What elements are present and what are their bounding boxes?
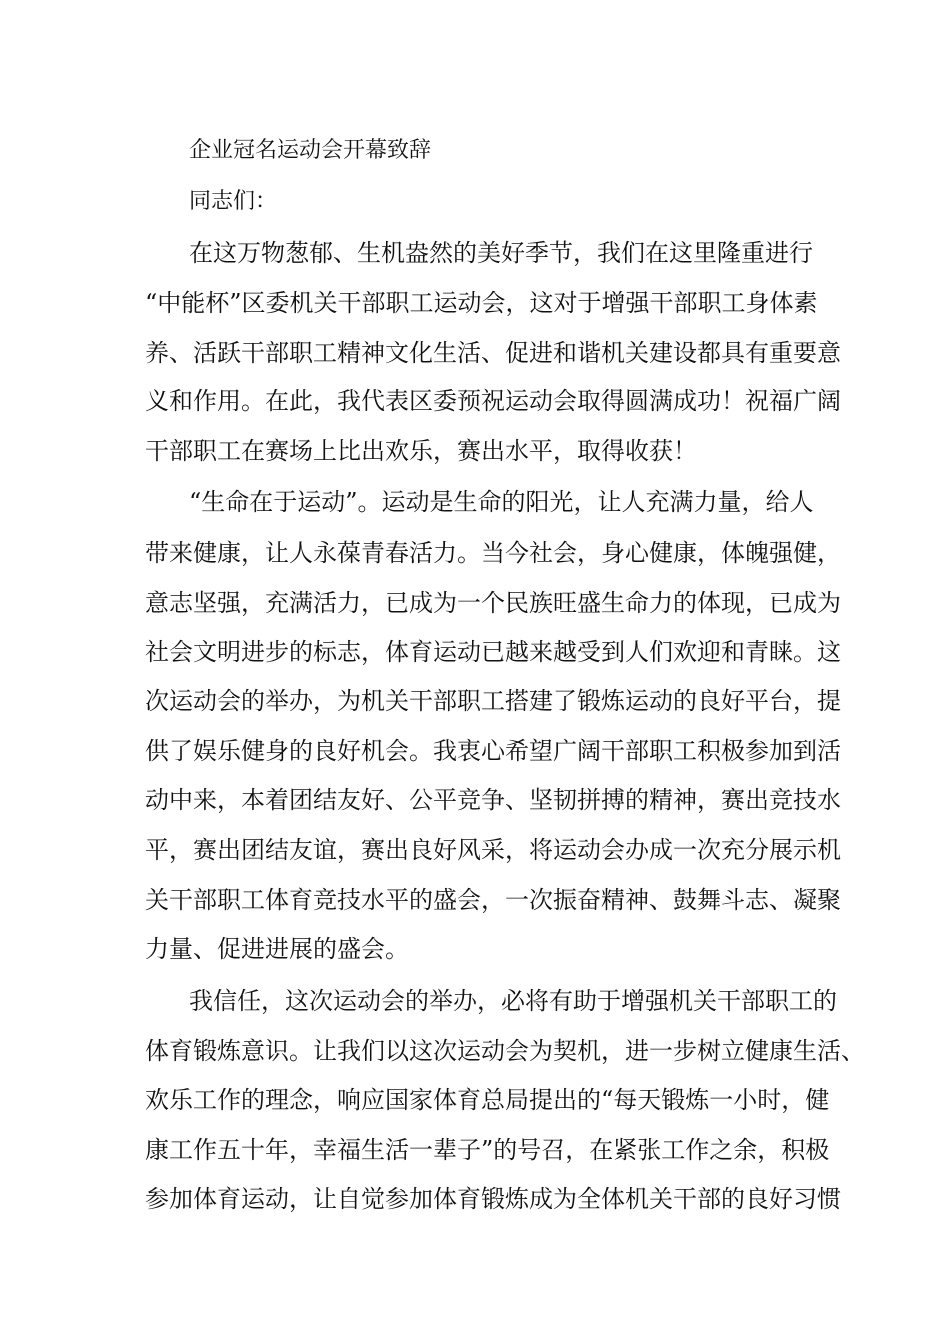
- text-line: 关干部职工体育竞技水平的盛会，一次振奋精神、鼓舞斗志、凝聚: [145, 886, 841, 914]
- text-line: 义和作用。在此，我代表区委预祝运动会取得圆满成功！祝福广阔: [145, 387, 841, 415]
- text-line: 在这万物葱郁、生机盎然的美好季节，我们在这里隆重进行: [189, 239, 813, 267]
- text-line: 体育锻炼意识。让我们以这次运动会为契机，进一步树立健康生活、: [145, 1037, 865, 1065]
- text-line: 我信任，这次运动会的举办，必将有助于增强机关干部职工的: [189, 987, 837, 1015]
- text-line: 意志坚强，充满活力，已成为一个民族旺盛生命力的体现，已成为: [145, 589, 841, 617]
- greeting: 同志们：: [189, 189, 278, 214]
- document-title: 企业冠名运动会开幕致辞: [189, 138, 432, 163]
- text-line: “生命在于运动”。运动是生命的阳光，让人充满力量，给人: [189, 488, 814, 516]
- text-line: 养、活跃干部职工精神文化生活、促进和谐机关建设都具有重要意: [145, 339, 841, 367]
- text-line: 干部职工在赛场上比出欢乐，赛出水平，取得收获！: [145, 437, 697, 465]
- text-line: 康工作五十年，幸福生活一辈子”的号召，在紧张工作之余，积极: [145, 1136, 830, 1164]
- text-line: 平，赛出团结友谊，赛出良好风采，将运动会办成一次充分展示机: [145, 836, 841, 864]
- text-line: 力量、促进进展的盛会。: [145, 935, 409, 963]
- text-line: 供了娱乐健身的良好机会。我衷心希望广阔干部职工积极参加到活: [145, 737, 841, 765]
- text-line: 动中来，本着团结友好、公平竞争、坚韧拼搏的精神，赛出竞技水: [145, 786, 841, 814]
- text-line: 参加体育运动，让自觉参加体育锻炼成为全体机关干部的良好习惯: [145, 1185, 841, 1213]
- text-line: “中能杯”区委机关干部职工运动会，这对于增强干部职工身体素: [145, 289, 818, 317]
- text-line: 社会文明进步的标志，体育运动已越来越受到人们欢迎和青睐。这: [145, 638, 841, 666]
- text-line: 带来健康，让人永葆青春活力。当今社会，身心健康，体魄强健，: [145, 539, 841, 567]
- text-line: 欢乐工作的理念，响应国家体育总局提出的“每天锻炼一小时，健: [145, 1086, 830, 1114]
- text-line: 次运动会的举办，为机关干部职工搭建了锻炼运动的良好平台，提: [145, 687, 841, 715]
